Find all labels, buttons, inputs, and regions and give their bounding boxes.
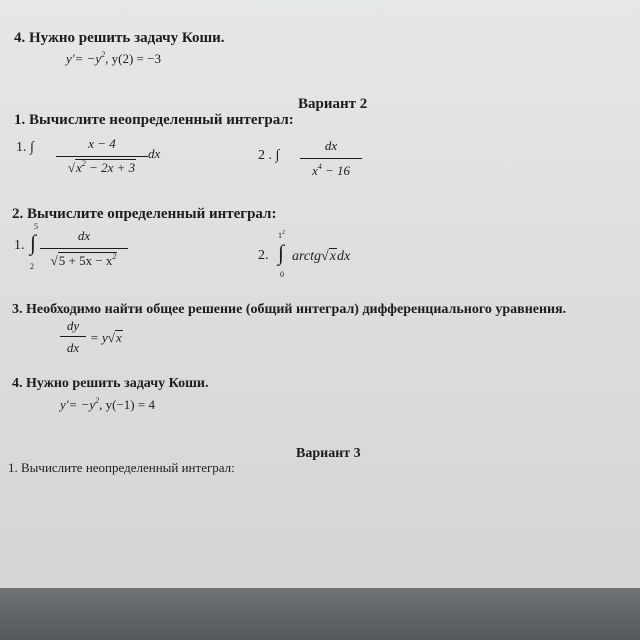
v2-task1-item1-fraction [56, 136, 148, 182]
v2-task3-heading: 3. Необходимо найти общее решение (общий интеграл) дифференциального уравнения. [12, 302, 567, 317]
top-task-heading: 4. Нужно решить задачу Коши. [14, 30, 225, 46]
numerator: dx [324, 138, 338, 153]
den-body: 5 + 5x − x [58, 253, 113, 268]
v2-task3-fraction [60, 318, 86, 358]
exponent: 2 [81, 159, 86, 168]
exponent: 2 [95, 396, 100, 405]
upper-exponent: 2 [282, 230, 285, 236]
denominator: dx [66, 340, 80, 355]
v2-task2-item1-label: 1. [14, 238, 25, 253]
v2-task1-item1-dx: dx [148, 146, 161, 161]
equation-lhs: y'= −y [66, 51, 102, 66]
screen-bezel [0, 588, 640, 640]
upper-limit: 5 [34, 222, 38, 231]
v2-task1-item2-label: 2 . ∫ [258, 148, 280, 163]
denominator [300, 162, 362, 179]
numerator: dy [66, 318, 80, 333]
top-task-equation [66, 50, 161, 67]
v2-task2-item2-integral [276, 230, 292, 278]
numerator: x − 4 [88, 136, 116, 151]
equation-lhs: y'= −y [60, 397, 96, 412]
lower-limit: 0 [280, 270, 284, 279]
dx-text: dx [336, 249, 351, 264]
exponent: 2 [101, 50, 106, 59]
v2-task2-item2-expression: arctg√xdx [292, 249, 351, 264]
numerator: dx [77, 228, 91, 243]
den-rest: − 2x + 3 [85, 160, 136, 175]
fraction-bar [40, 248, 128, 249]
variant-2-title: Вариант 2 [298, 96, 368, 112]
denominator: $√x^2 - 2x + 3$ [67, 159, 136, 175]
v2-task1-item1-label: 1. ∫ [16, 140, 34, 155]
upper-limit: 1 [278, 231, 282, 240]
arctg-text: arctg [292, 249, 322, 264]
sqrt-x: x [115, 330, 122, 345]
denominator: $√5 + 5x - x^2$ [50, 252, 117, 268]
exponent: 4 [317, 162, 322, 171]
den-rest: − 16 [321, 163, 351, 178]
v2-task4-heading: 4. Нужно решить задачу Коши. [12, 376, 209, 391]
v2-task1-item2-fraction [300, 138, 362, 184]
variant-3-title: Вариант 3 [296, 446, 361, 461]
v2-task3-rhs: = y√x [90, 330, 122, 345]
den-x: x [311, 163, 318, 178]
sqrt-x: x [329, 249, 336, 264]
v2-task1-heading: 1. Вычислите неопределенный интеграл: [14, 112, 294, 128]
v2-task2-heading: 2. Вычислите определенный интеграл: [12, 206, 277, 222]
v2-task4-equation [60, 396, 155, 413]
fraction-bar [60, 336, 86, 337]
v2-task2-item2-label: 2. [258, 248, 269, 263]
exponent: 2 [112, 252, 117, 261]
v3-task1-heading: 1. Вычислите неопределенный интеграл: [8, 460, 235, 475]
den-x: x [76, 160, 82, 175]
lower-limit: 2 [30, 262, 34, 271]
fraction-bar [56, 156, 148, 157]
equation-condition: , y(2) = −3 [105, 51, 161, 66]
integral-icon: ∫ [30, 230, 37, 255]
integral-icon: ∫ [278, 240, 285, 265]
v2-task2-item1-fraction [40, 228, 128, 274]
equation-condition: , y(−1) = 4 [99, 397, 155, 412]
rhs-text: = y [90, 330, 108, 345]
fraction-bar [300, 158, 362, 159]
